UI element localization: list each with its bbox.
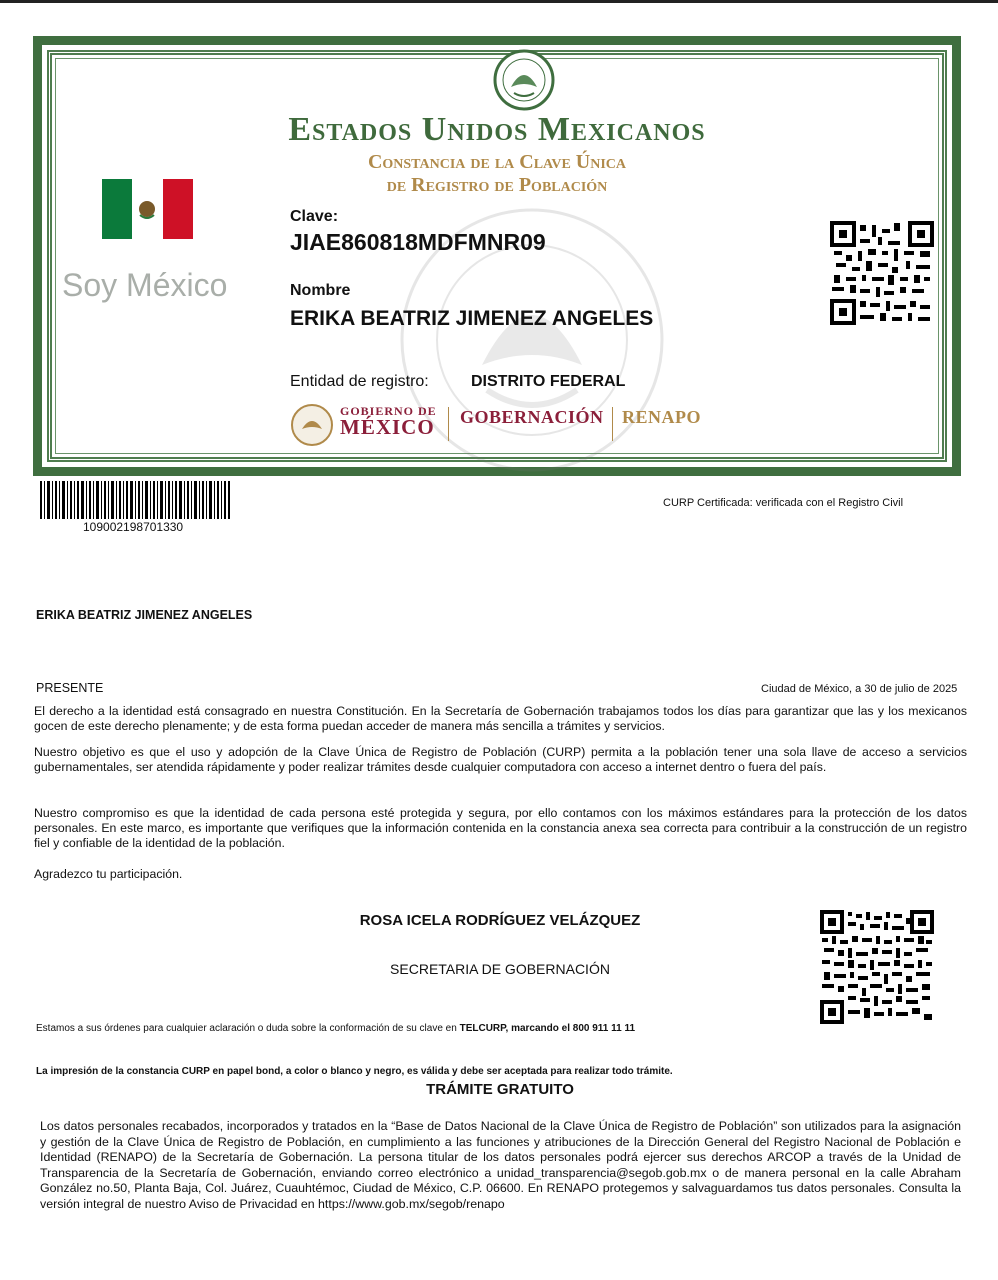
curp-value: JIAE860818MDFMNR09 [290, 229, 546, 255]
top-edge [0, 0, 998, 3]
national-seal-icon [489, 47, 559, 113]
document-subtitle-line2: de Registro de Población [386, 174, 608, 196]
renapo-logo: RENAPO [622, 407, 701, 427]
recipient-name: ERIKA BEATRIZ JIMENEZ ANGELES [36, 608, 253, 622]
clave-label: Clave: [290, 208, 339, 225]
signature-qr-code-icon [820, 910, 934, 1024]
validity-notice: La impresión de la constancia CURP en papel bond, a color o blanco y negro, es válida y debe ser aceptada para realizar todo trámite. [36, 1066, 673, 1077]
paragraph-objective: Nuestro objetivo es que el uso y adopción de la Clave Única de Registro de Población (CURP) permita a la población tener una sola llave de acceso a servicios gubernamentales, ser atendida rápidamente y poder realizar trámites desde cualquier computadora con acceso a internet dentro o fuera del país. [34, 745, 967, 774]
signer-name: ROSA ICELA RODRÍGUEZ VELÁZQUEZ [359, 912, 641, 929]
place-date: Ciudad de México, a 30 de julio de 2025 [761, 683, 958, 695]
contact-line [36, 1021, 635, 1036]
government-logos [290, 403, 720, 449]
free-procedure-label: TRÁMITE GRATUITO [426, 1081, 574, 1098]
paragraph-commitment: Nuestro compromiso es que la identidad de cada persona esté protegida y segura, por ello contamos con los máximos estándares para la protección de los datos personales. En este marco, es importante que verifiques que la información contenida en la constancia anexa sea correcta para contribuir a la construcción de un registro fiel y confiable de la identidad de la población. [34, 806, 967, 850]
curp-certificate-card [33, 36, 961, 476]
gobierno-de-mexico-logo [340, 405, 437, 438]
document-subtitle-line1: Constancia de la Clave Única [367, 151, 627, 173]
signer-title: SECRETARIA DE GOBERNACIÓN [390, 961, 610, 977]
gobierno-line2: MÉXICO [340, 415, 435, 439]
gobernacion-logo: GOBERNACIÓN [460, 407, 604, 427]
thanks-text: Agradezco tu participación. [34, 867, 183, 881]
privacy-notice: Los datos personales recabados, incorporados y tratados en la “Base de Datos Nacional de la Clave Única de Registro de Población” son utilizados para la asignación y gestión de la Clave Única de Registro de Población, en cumplimiento a las funciones y atribuciones de la Dirección General del Registro Nacional de Población e Identidad (RENAPO) de la Secretaría de Gobernación. La persona titular de los datos personales podrá ejercer sus derechos ARCOP a través de la Unidad de Transparencia de la Secretaría de Gobernación, enviando correo electrónico a unidad_transparencia@segob.gob.mx o de manera personal en la calle Abraham González no.50, Planta Baja, Col. Juárez, Cuauhtémoc, Ciudad de México, C.P. 06600. En RENAPO protegemos y salvaguardamos tus datos personales. Consulta la versión integral de nuestro Aviso de Privacidad en https://www.gob.mx/segob/renapo [40, 1119, 961, 1211]
entidad-value: DISTRITO FEDERAL [471, 373, 626, 390]
presente-label: PRESENTE [36, 681, 104, 695]
soy-mexico-label: Soy México [62, 267, 228, 303]
mexican-flag-icon [102, 179, 193, 239]
nombre-value: ERIKA BEATRIZ JIMENEZ ANGELES [290, 307, 654, 330]
entidad-label: Entidad de registro: [290, 373, 429, 390]
nombre-label: Nombre [290, 282, 351, 299]
certification-note: CURP Certificada: verificada con el Registro Civil [663, 497, 904, 509]
barcode-icon [40, 481, 230, 519]
logo-divider [612, 407, 613, 441]
logo-divider [448, 407, 449, 441]
document-title: Estados Unidos Mexicanos [288, 111, 706, 148]
gobierno-seal-icon [290, 403, 334, 447]
qr-code-icon [830, 221, 934, 325]
paragraph-identity: El derecho a la identidad está consagrado en nuestra Constitución. En la Secretaría de Gobernación trabajamos todos los días para garantizar que las y los mexicanos gocen de este derecho plenamente; y de esta forma puedan acceder de manera más sencilla a trámites y servicios. [34, 704, 967, 733]
contact-text: Estamos a sus órdenes para cualquier aclaración o duda sobre la conformación de su clave en [36, 1023, 460, 1034]
contact-phone: TELCURP, marcando el 800 911 11 11 [459, 1023, 636, 1034]
gobierno-line1: GOBIERNO DE [340, 404, 437, 418]
barcode-number: 109002198701330 [83, 520, 184, 534]
